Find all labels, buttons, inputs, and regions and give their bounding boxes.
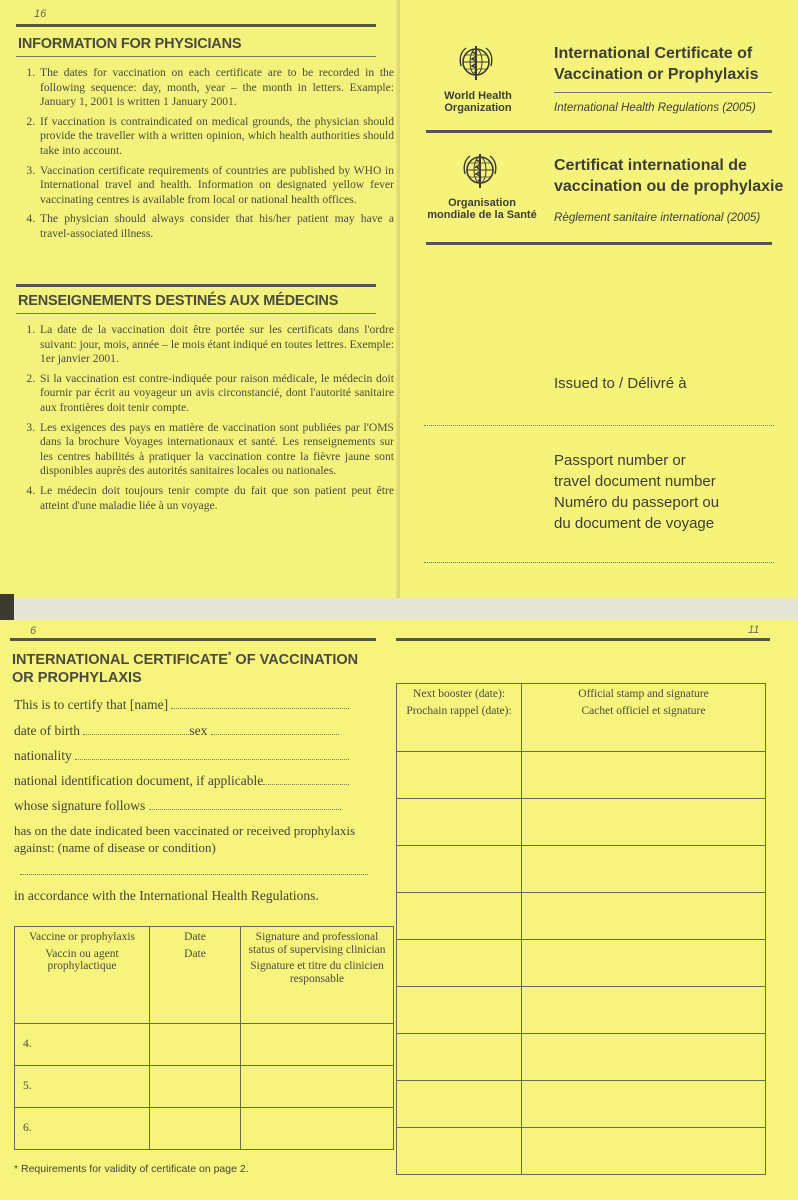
booster-cell[interactable] <box>397 1034 522 1081</box>
org-name-en-line2: Organization <box>444 102 512 114</box>
list-item: 4. Le médecin doit toujours tenir compte du fait que son patient peut être atteint d'une maladie liée à un voyage. <box>38 484 394 513</box>
signature-cell[interactable] <box>241 1024 394 1066</box>
scan-gap <box>0 598 798 620</box>
issued-to-label: Issued to / Délivré à <box>554 375 687 392</box>
header-vaccine-en: Vaccine or prophylaxis <box>28 931 136 943</box>
page-11 <box>394 620 798 1200</box>
header-signature-fr: Signature et titre du clinicien responsable <box>250 960 384 985</box>
vaccinated-line2: against: (name of disease or condition) <box>14 840 216 855</box>
table-row <box>397 846 766 893</box>
table-row <box>397 799 766 846</box>
signature-cell[interactable] <box>241 1108 394 1150</box>
medecins-list <box>18 323 394 518</box>
list-item: 1. The dates for vaccination on each certificate are to be recorded in the following sequence: day, month, year – the month in letters. Example: January 1, 2001 is written 1 January 2001. <box>38 66 394 110</box>
cover-page <box>400 0 798 598</box>
org-name-fr-line1: Organisation <box>448 197 516 209</box>
stamp-cell[interactable] <box>522 893 766 940</box>
stamp-cell[interactable] <box>522 799 766 846</box>
certificate-title-part1: INTERNATIONAL CERTIFICATE <box>12 651 228 668</box>
header-booster-fr: Prochain rappel (date): <box>406 704 512 717</box>
list-item: 2. If vaccination is contraindicated on medical grounds, the physician should provide the traveller with a written opinion, which health authorities should take into account. <box>38 115 394 159</box>
certificate-title-part2: OF VACCINATION <box>231 651 359 668</box>
passport-label-line1: Passport number or <box>554 452 686 469</box>
header-signature <box>241 927 394 1024</box>
booster-cell[interactable] <box>397 940 522 987</box>
date-cell[interactable] <box>150 1108 241 1150</box>
booster-cell[interactable] <box>397 893 522 940</box>
table-row <box>397 987 766 1034</box>
header-stamp-fr: Cachet officiel et signature <box>581 704 706 717</box>
certify-label: This is to certify that [name] <box>14 697 169 712</box>
certify-field <box>14 697 349 713</box>
date-cell[interactable] <box>150 1066 241 1108</box>
booster-table <box>396 683 766 1175</box>
disease-blank[interactable] <box>20 874 368 875</box>
footnote-marker: * <box>227 650 232 660</box>
physicians-list <box>18 66 394 247</box>
list-item: 3. Les exigences des pays en matière de vaccination sont publiées par l'OMS dans la brochure Voyages internationaux et santé. Les renseignements sur les centres habilités à pratiquer la vaccination contre la fièvre jaune sont disponibles auprès des autorités sanitaires locales ou nationales. <box>38 421 394 479</box>
cover-rule <box>426 130 772 133</box>
booster-cell[interactable] <box>397 1081 522 1128</box>
list-item: 2. Si la vaccination est contre-indiquée pour raison médicale, le médecin doit fournir par écrit au voyageur un avis circonstancié, dont l'autorité sanitaire aux frontières doit tenir compte. <box>38 372 394 416</box>
cover-title-en-line2: Vaccination or Prophylaxis <box>554 66 759 83</box>
table-row <box>15 1066 394 1108</box>
stamp-cell[interactable] <box>522 1034 766 1081</box>
table-row <box>397 1034 766 1081</box>
top-rule <box>10 638 376 641</box>
list-item: 4. The physician should always consider that his/her patient may have a travel-associated illness. <box>38 212 394 241</box>
cover-rule <box>426 242 772 245</box>
row-number: 4. <box>15 1024 150 1066</box>
sex-label: sex <box>189 723 208 738</box>
header-booster-en: Next booster (date): <box>413 688 505 700</box>
nationality-label: nationality <box>14 748 72 763</box>
org-name-en <box>436 90 520 114</box>
header-stamp-en: Official stamp and signature <box>578 688 709 700</box>
page-number: 6 <box>30 625 37 637</box>
accordance-text: in accordance with the International Health Regulations. <box>14 888 319 903</box>
subtitle-rule <box>554 92 772 93</box>
header-date <box>150 927 241 1024</box>
stamp-cell[interactable] <box>522 987 766 1034</box>
signature-blank[interactable] <box>149 799 341 810</box>
who-emblem-icon <box>462 152 498 190</box>
issued-to-line <box>424 425 774 426</box>
cover-title-fr-line1: Certificat international de <box>554 157 747 174</box>
nationality-field <box>14 748 349 764</box>
page-number: 16 <box>34 8 47 20</box>
table-row <box>397 752 766 799</box>
dob-label: date of birth <box>14 723 80 738</box>
booster-cell[interactable] <box>397 987 522 1034</box>
cover-title-fr <box>554 155 783 197</box>
org-name-fr <box>424 197 540 221</box>
header-date-en: Date <box>184 931 206 943</box>
table-row <box>15 1108 394 1150</box>
header-vaccine-fr: Vaccin ou agent prophylactique <box>45 947 119 972</box>
physicians-title: INFORMATION FOR PHYSICIANS <box>18 36 242 52</box>
top-rule <box>396 638 770 641</box>
org-name-fr-line2: mondiale de la Santé <box>427 209 537 221</box>
passport-label-line4: du document de voyage <box>554 515 715 532</box>
stamp-cell[interactable] <box>522 846 766 893</box>
title-underline <box>16 56 376 57</box>
header-stamp <box>522 684 766 752</box>
org-name-en-line1: World Health <box>444 90 512 102</box>
sex-blank[interactable] <box>211 724 339 735</box>
dob-field <box>14 723 339 739</box>
list-item: 3. Vaccination certificate requirements of countries are published by WHO in International travel and health. Information on designated yellow fever vaccinating centres is available from local or national health offices. <box>38 164 394 208</box>
stamp-cell[interactable] <box>522 1081 766 1128</box>
passport-label <box>554 450 719 534</box>
date-cell[interactable] <box>150 1024 241 1066</box>
cover-title-fr-line2: vaccination ou de prophylaxie <box>554 178 784 195</box>
cover-subtitle-en: International Health Regulations (2005) <box>554 101 756 114</box>
cover-subtitle-fr: Règlement sanitaire international (2005) <box>554 211 761 224</box>
vaccinated-line1: has on the date indicated been vaccinated or received prophylaxis <box>14 823 356 838</box>
table-row <box>397 940 766 987</box>
dob-blank[interactable] <box>83 724 189 735</box>
header-booster <box>397 684 522 752</box>
table-header-row <box>397 684 766 752</box>
section-rule <box>16 284 376 287</box>
top-rule <box>16 24 376 27</box>
table-header-row <box>15 927 394 1024</box>
passport-label-line3: Numéro du passeport ou <box>554 494 720 511</box>
header-signature-en: Signature and professional status of supervising clinician <box>248 931 386 956</box>
header-vaccine <box>15 927 150 1024</box>
validity-footnote: * Requirements for validity of certificate on page 2. <box>14 1163 249 1175</box>
page-6 <box>0 620 400 1200</box>
nationality-blank[interactable] <box>75 749 349 760</box>
medecins-title: RENSEIGNEMENTS DESTINÉS AUX MÉDECINS <box>18 293 339 309</box>
stamp-cell[interactable] <box>522 752 766 799</box>
cover-title-en <box>554 43 759 85</box>
who-emblem-icon <box>458 44 494 82</box>
stamp-cell[interactable] <box>522 1128 766 1175</box>
booster-cell[interactable] <box>397 846 522 893</box>
vaccination-table <box>14 926 394 1150</box>
header-date-fr: Date <box>184 947 206 960</box>
signature-cell[interactable] <box>241 1066 394 1108</box>
stamp-cell[interactable] <box>522 940 766 987</box>
signature-label: whose signature follows <box>14 798 146 813</box>
name-blank[interactable] <box>171 698 349 709</box>
booster-cell[interactable] <box>397 752 522 799</box>
title-underline <box>16 313 376 314</box>
table-row <box>397 1081 766 1128</box>
page-number: 11 <box>748 624 760 636</box>
signature-field <box>14 798 341 814</box>
passport-line <box>424 562 774 563</box>
passport-label-line2: travel document number <box>554 473 716 490</box>
list-item: 1. La date de la vaccination doit être portée sur les certificats dans l'ordre suivant: jour, mois, année – le mois étant indiqué en toutes lettres. Exemple: 1er janvier 2001. <box>38 323 394 367</box>
table-row <box>15 1024 394 1066</box>
page-16 <box>0 0 400 598</box>
national-id-field <box>14 773 349 789</box>
cover-title-en-line1: International Certificate of <box>554 45 753 62</box>
booster-cell[interactable] <box>397 1128 522 1175</box>
certificate-title-line2: OR PROPHYLAXIS <box>12 669 142 686</box>
row-number: 5. <box>15 1066 150 1108</box>
certificate-title <box>12 646 358 687</box>
table-row <box>397 1128 766 1175</box>
national-id-blank[interactable] <box>263 774 349 785</box>
row-number: 6. <box>15 1108 150 1150</box>
table-row <box>397 893 766 940</box>
booster-cell[interactable] <box>397 799 522 846</box>
national-id-label: national identification document, if applicable <box>14 773 264 788</box>
